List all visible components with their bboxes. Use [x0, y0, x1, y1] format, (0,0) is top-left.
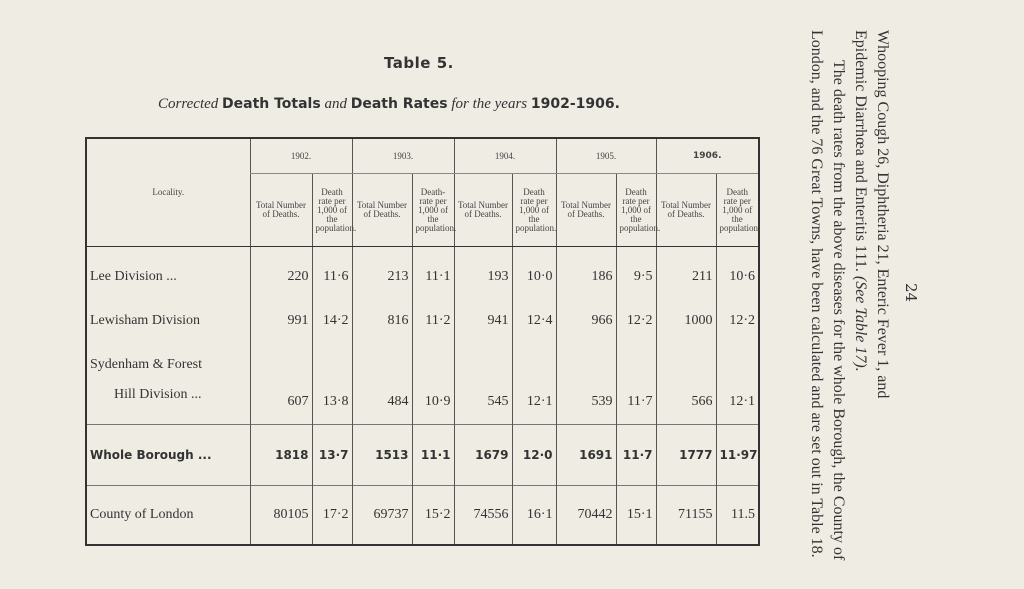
value-cell: 11·7 — [616, 425, 656, 486]
value-cell: 213 — [352, 247, 412, 303]
value-cell: 12·4 — [512, 302, 556, 340]
column-header: Total Number of Deaths. — [656, 174, 716, 247]
table-row — [86, 340, 759, 425]
value-cell: 14·2 — [312, 302, 352, 340]
table-title: Table 5. — [384, 54, 454, 72]
value-cell: 11·97 — [716, 425, 759, 486]
year-header: 1905. — [556, 138, 656, 174]
subtitle-and: and — [324, 96, 347, 112]
value-cell: 10·9 — [412, 340, 454, 425]
side-line-2b: (See Table 17). — [852, 275, 869, 372]
locality-line: Sydenham & Forest — [90, 357, 202, 372]
value-cell: 966 — [556, 302, 616, 340]
value-cell: 991 — [250, 302, 312, 340]
value-cell: 816 — [352, 302, 412, 340]
year-header: 1902. — [250, 138, 352, 174]
year-header: 1906. — [656, 138, 759, 174]
subtitle-years: 1902-1906. — [530, 96, 620, 112]
value-cell: 566 — [656, 340, 716, 425]
value-cell: 17·2 — [312, 486, 352, 546]
value-cell: 12·2 — [616, 302, 656, 340]
value-cell: 12·0 — [512, 425, 556, 486]
column-header: Death rate per 1,000 of the population. — [312, 174, 352, 247]
value-cell: 545 — [454, 340, 512, 425]
value-cell: 220 — [250, 247, 312, 303]
value-cell: 11·6 — [312, 247, 352, 303]
value-cell: 13·8 — [312, 340, 352, 425]
side-paragraph — [805, 30, 893, 570]
value-cell: 211 — [656, 247, 716, 303]
value-cell: 71155 — [656, 486, 716, 546]
locality-line: Hill Division ... — [114, 387, 202, 402]
locality-header: Locality. — [86, 138, 250, 247]
value-cell: 1679 — [454, 425, 512, 486]
value-cell: 12·1 — [512, 340, 556, 425]
value-cell: 10·0 — [512, 247, 556, 303]
column-header: Total Number of Deaths. — [556, 174, 616, 247]
value-cell: 10·6 — [716, 247, 759, 303]
value-cell: 80105 — [250, 486, 312, 546]
value-cell: 1691 — [556, 425, 616, 486]
side-line-1: Whooping Cough 26, Diphtheria 21, Enteric Fever 1, and — [874, 30, 891, 399]
value-cell: 11·1 — [412, 425, 454, 486]
side-line-2a: Epidemic Diarrhœa and Enteritis 111. — [852, 30, 869, 276]
column-header: Death-rate per 1,000 of the population. — [412, 174, 454, 247]
value-cell: 539 — [556, 340, 616, 425]
year-header: 1903. — [352, 138, 454, 174]
subtitle-corrected: Corrected — [158, 96, 219, 112]
value-cell: 69737 — [352, 486, 412, 546]
value-cell: 16·1 — [512, 486, 556, 546]
value-cell: 11·2 — [412, 302, 454, 340]
year-header-row — [86, 138, 759, 174]
page-number: 24 — [902, 283, 920, 303]
value-cell: 9·5 — [616, 247, 656, 303]
value-cell: 607 — [250, 340, 312, 425]
side-line-2 — [849, 30, 871, 570]
side-paragraph-2: The death rates from the above diseases for the whole Borough, the County of London, and the 76 Great Towns, have been calculated and are set out in Table 18. — [808, 30, 847, 561]
value-cell: 12·2 — [716, 302, 759, 340]
value-cell: 70442 — [556, 486, 616, 546]
locality-cell: Whole Borough ... — [86, 425, 250, 486]
table-row — [86, 247, 759, 303]
value-cell: 484 — [352, 340, 412, 425]
column-header: Death rate per 1,000 of the population. — [616, 174, 656, 247]
value-cell: 1513 — [352, 425, 412, 486]
table-row — [86, 302, 759, 340]
value-cell: 11·1 — [412, 247, 454, 303]
locality-cell: Lee Division ... — [90, 269, 177, 284]
subtitle-death-totals: Death Totals — [222, 96, 321, 112]
value-cell: 15·1 — [616, 486, 656, 546]
value-cell: 186 — [556, 247, 616, 303]
subtitle-for-years: for the years — [451, 96, 528, 112]
table-row — [86, 425, 759, 486]
value-cell: 11·7 — [616, 340, 656, 425]
death-rates-table — [85, 137, 760, 546]
value-cell: 11.5 — [716, 486, 759, 546]
value-cell: 12·1 — [716, 340, 759, 425]
year-header: 1904. — [454, 138, 556, 174]
column-header: Total Number of Deaths. — [454, 174, 512, 247]
locality-cell: County of London — [86, 486, 250, 546]
value-cell: 1000 — [656, 302, 716, 340]
value-cell: 1818 — [250, 425, 312, 486]
value-cell: 193 — [454, 247, 512, 303]
column-header: Death rate per 1,000 of the population. — [512, 174, 556, 247]
locality-cell: Lewisham Division — [90, 313, 201, 328]
value-cell: 941 — [454, 302, 512, 340]
column-header: Death rate per 1,000 of the population. — [716, 174, 759, 247]
value-cell: 74556 — [454, 486, 512, 546]
value-cell: 13·7 — [312, 425, 352, 486]
table-row — [86, 486, 759, 546]
locality-cell — [86, 340, 250, 425]
column-header: Total Number of Deaths. — [352, 174, 412, 247]
value-cell: 1777 — [656, 425, 716, 486]
subtitle-death-rates: Death Rates — [350, 96, 448, 112]
table-subtitle — [158, 96, 620, 113]
column-header: Total Number of Deaths. — [250, 174, 312, 247]
value-cell: 15·2 — [412, 486, 454, 546]
